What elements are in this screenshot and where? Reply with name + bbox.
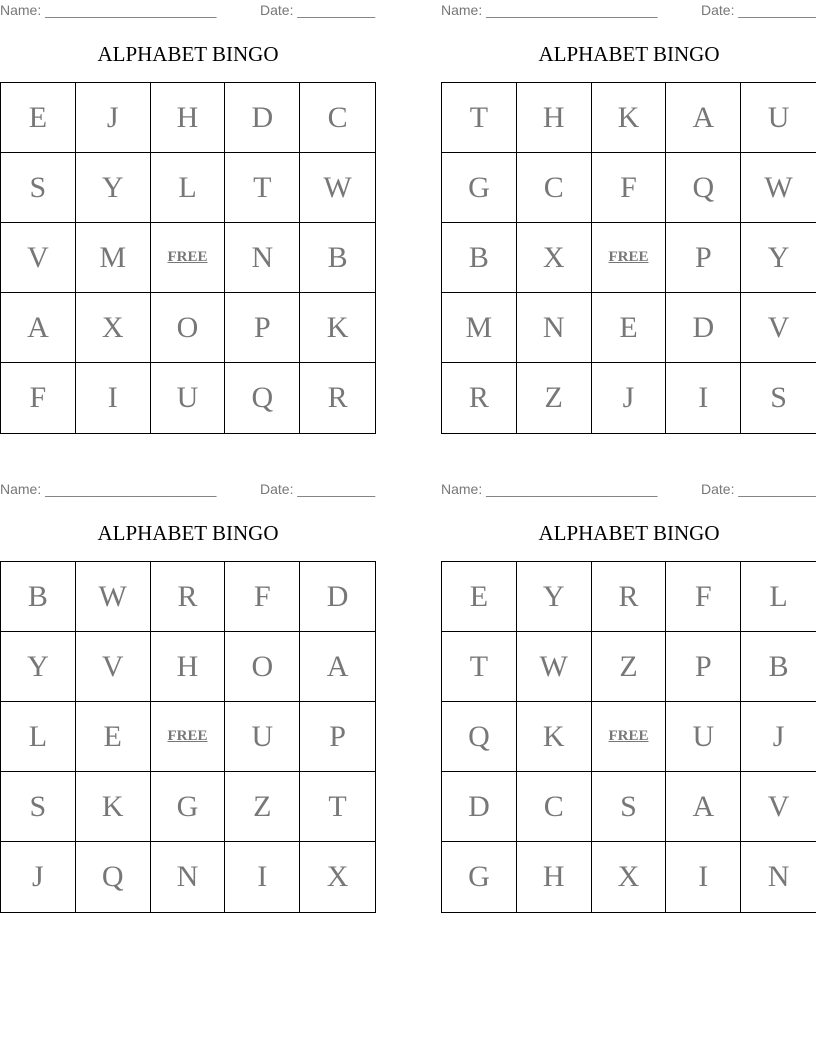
bingo-cell: W <box>76 562 151 632</box>
bingo-cell: I <box>666 842 741 912</box>
name-field[interactable]: Name: ______________________ <box>0 2 217 18</box>
card-title: ALPHABET BINGO <box>538 521 720 545</box>
bingo-cell: B <box>1 562 76 632</box>
bingo-cell: C <box>517 153 592 223</box>
bingo-card <box>441 479 816 911</box>
date-field[interactable]: Date: __________ <box>701 481 816 497</box>
bingo-cell: N <box>517 293 592 363</box>
bingo-cell: L <box>151 153 226 223</box>
bingo-cell: U <box>666 702 741 772</box>
bingo-cell: L <box>1 702 76 772</box>
bingo-cell: E <box>592 293 667 363</box>
bingo-cell: X <box>76 293 151 363</box>
free-space: FREE <box>592 702 667 772</box>
bingo-cell: T <box>225 153 300 223</box>
bingo-cell: Y <box>517 562 592 632</box>
bingo-cell: V <box>1 223 76 293</box>
bingo-cell: Y <box>76 153 151 223</box>
bingo-grid <box>441 561 816 913</box>
bingo-cell: O <box>151 293 226 363</box>
bingo-cell: W <box>517 632 592 702</box>
bingo-cell: K <box>76 772 151 842</box>
bingo-cell: V <box>76 632 151 702</box>
free-space: FREE <box>151 223 226 293</box>
bingo-cell: S <box>1 772 76 842</box>
bingo-cell: F <box>592 153 667 223</box>
bingo-cell: R <box>442 363 517 433</box>
bingo-cell: T <box>442 632 517 702</box>
bingo-cell: S <box>1 153 76 223</box>
bingo-cell: Q <box>442 702 517 772</box>
bingo-cell: Y <box>1 632 76 702</box>
card-header <box>0 481 376 497</box>
bingo-cell: G <box>442 153 517 223</box>
bingo-cell: O <box>225 632 300 702</box>
name-field[interactable]: Name: ______________________ <box>441 2 658 18</box>
bingo-cell: I <box>76 363 151 433</box>
bingo-cell: U <box>741 83 816 153</box>
bingo-cell: P <box>225 293 300 363</box>
bingo-card <box>0 479 376 911</box>
bingo-cell: H <box>151 83 226 153</box>
bingo-cell: S <box>592 772 667 842</box>
bingo-cell: X <box>592 842 667 912</box>
bingo-cell: Q <box>225 363 300 433</box>
card-title: ALPHABET BINGO <box>97 521 279 545</box>
bingo-cell: W <box>300 153 375 223</box>
bingo-cell: R <box>151 562 226 632</box>
bingo-cell: N <box>767 860 790 893</box>
date-field[interactable]: Date: __________ <box>260 481 376 497</box>
bingo-cell: T <box>300 772 375 842</box>
bingo-cell: D <box>300 562 375 632</box>
bingo-cell: E <box>442 562 517 632</box>
bingo-cell: P <box>666 632 741 702</box>
bingo-cell: H <box>517 842 592 912</box>
bingo-cell: M <box>76 223 151 293</box>
card-header <box>441 481 816 497</box>
bingo-grid <box>441 82 816 434</box>
bingo-cell: C <box>517 772 592 842</box>
bingo-cell: V <box>741 293 816 363</box>
card-title: ALPHABET BINGO <box>97 42 279 66</box>
bingo-cell: T <box>442 83 517 153</box>
card-header <box>441 2 816 18</box>
bingo-cell: U <box>225 702 300 772</box>
bingo-cell: B <box>300 223 375 293</box>
bingo-cell: J <box>1 842 76 912</box>
bingo-cell: G <box>151 772 226 842</box>
bingo-cell: X <box>326 860 349 893</box>
bingo-card <box>441 0 816 432</box>
bingo-cell: I <box>225 842 300 912</box>
bingo-cell: Y <box>741 223 816 293</box>
bingo-cell: H <box>517 83 592 153</box>
bingo-cell: N <box>151 842 226 912</box>
bingo-cell: X <box>517 223 592 293</box>
bingo-cell: F <box>1 363 76 433</box>
bingo-cell: H <box>151 632 226 702</box>
bingo-cell: D <box>666 293 741 363</box>
bingo-cell: Q <box>76 842 151 912</box>
name-field[interactable]: Name: ______________________ <box>0 481 217 497</box>
card-title: ALPHABET BINGO <box>538 42 720 66</box>
bingo-cell: K <box>592 83 667 153</box>
bingo-cell: U <box>151 363 226 433</box>
bingo-grid <box>0 82 376 434</box>
bingo-cell: K <box>300 293 375 363</box>
bingo-cell: K <box>517 702 592 772</box>
date-field[interactable]: Date: __________ <box>260 2 376 18</box>
bingo-cell: V <box>741 772 816 842</box>
bingo-cell: B <box>442 223 517 293</box>
bingo-cell: J <box>76 83 151 153</box>
bingo-cell: C <box>300 83 375 153</box>
name-field[interactable]: Name: ______________________ <box>441 481 658 497</box>
bingo-cell: D <box>225 83 300 153</box>
bingo-cell: P <box>300 702 375 772</box>
bingo-cell: S <box>770 381 787 414</box>
bingo-cell: D <box>442 772 517 842</box>
bingo-cell: R <box>592 562 667 632</box>
bingo-cell: J <box>592 363 667 433</box>
bingo-cell: R <box>327 381 348 414</box>
bingo-cell: W <box>741 153 816 223</box>
bingo-cell: A <box>666 83 741 153</box>
bingo-cell: F <box>666 562 741 632</box>
bingo-grid <box>0 561 376 913</box>
bingo-cell: A <box>1 293 76 363</box>
free-space: FREE <box>151 702 226 772</box>
bingo-cell: N <box>225 223 300 293</box>
bingo-cell: Q <box>666 153 741 223</box>
bingo-cell: M <box>442 293 517 363</box>
bingo-cell: I <box>666 363 741 433</box>
bingo-cell: G <box>442 842 517 912</box>
bingo-cell: J <box>741 702 816 772</box>
bingo-cell: A <box>300 632 375 702</box>
bingo-cell: E <box>76 702 151 772</box>
date-field[interactable]: Date: __________ <box>701 2 816 18</box>
bingo-cell: F <box>225 562 300 632</box>
bingo-cell: L <box>741 562 816 632</box>
card-header <box>0 2 376 18</box>
bingo-cell: Z <box>225 772 300 842</box>
bingo-cell: B <box>741 632 816 702</box>
bingo-cell: A <box>666 772 741 842</box>
bingo-cell: Z <box>592 632 667 702</box>
bingo-cell: P <box>666 223 741 293</box>
bingo-cell: E <box>1 83 76 153</box>
bingo-cell: Z <box>517 363 592 433</box>
free-space: FREE <box>592 223 667 293</box>
bingo-card <box>0 0 376 432</box>
